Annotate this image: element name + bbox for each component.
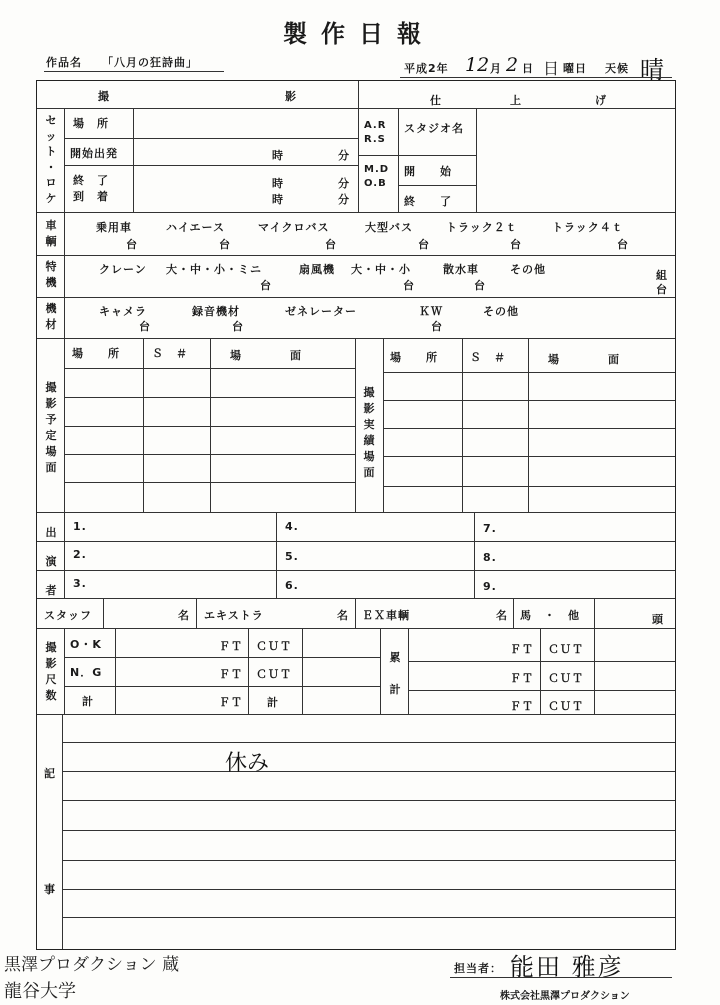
cut-label: ＣＵＴ <box>548 700 584 713</box>
horse-other-label: 馬 ・ 他 <box>520 609 580 622</box>
minute-label-1: 分 <box>338 149 350 162</box>
cut-label: ＣＵＴ <box>256 668 292 681</box>
unit-label: 台 <box>260 279 272 292</box>
archive-stamp-line-1: 黒澤プロダクション 蔵 <box>4 955 180 975</box>
minute-label-2: 分 <box>338 177 350 190</box>
staff-label: スタッフ <box>44 609 92 622</box>
unit-label: 台 <box>474 279 486 292</box>
end-label: 終 了 <box>73 174 109 187</box>
ng-label: N．G <box>70 666 103 679</box>
ex-vehicle-label: ＥＸ車輌 <box>362 609 410 622</box>
footage-label: 撮 影 尺 数 <box>45 641 57 702</box>
hour-label-2: 時 <box>272 177 284 190</box>
ob-label: O.B <box>364 178 387 189</box>
person-label: 担当者： <box>454 962 502 975</box>
sound-equipment-label: 録音機材 <box>192 305 240 318</box>
weekday-handwritten: 日 <box>543 59 560 78</box>
cast-row-9: 9. <box>483 580 497 593</box>
equipment-other-label: その他 <box>483 305 519 318</box>
cast-row-2: 2. <box>73 548 87 561</box>
actual-place-header: 場 所 <box>390 351 438 364</box>
open-label: 開 始 <box>404 165 452 178</box>
finish-heading-2: 上 <box>510 94 522 107</box>
unit-label: 台 <box>431 320 443 333</box>
minute-label-3: 分 <box>338 193 350 206</box>
equipment-label: 機 材 <box>45 302 57 331</box>
weekday-suffix: 曜日 <box>563 62 587 75</box>
cast-row-4: 4. <box>285 520 299 533</box>
ft-label: ＦＴ <box>510 643 534 656</box>
ft-label: ＦＴ <box>510 672 534 685</box>
cumulative-label: 累 計 <box>389 651 401 696</box>
studio-label: スタジオ名 <box>404 122 464 135</box>
set-unit-label: 組 <box>656 269 668 282</box>
date-prefix: 平成2年 <box>404 62 449 75</box>
cast-row-6: 6. <box>285 579 299 592</box>
ft-label: ＦＴ <box>219 668 243 681</box>
planned-scenes-label: 撮 影 予 定 場 面 <box>45 381 57 474</box>
hour-label-3: 時 <box>272 193 284 206</box>
crane-size: 大・中・小・ミニ <box>166 263 262 276</box>
person-handwritten: 能田 雅彦 <box>510 953 624 981</box>
day-handwritten: 2 <box>506 54 519 76</box>
place-label: 場 所 <box>73 117 109 130</box>
work-label: 作品名 <box>46 56 82 69</box>
unit-label: 台 <box>510 238 522 251</box>
notes-label-2: 事 <box>44 883 56 896</box>
finish-heading-3: げ <box>595 94 607 107</box>
vehicle-bigbus: 大型バス <box>365 221 413 234</box>
page-title: 製作日報 <box>283 19 435 48</box>
work-title: 「八月の狂詩曲」 <box>102 56 198 69</box>
cast-label: 出 演 者 <box>45 526 57 597</box>
vehicle-car: 乗用車 <box>96 221 132 234</box>
finish-heading-1: 仕 <box>430 94 442 107</box>
ft-label: ＦＴ <box>219 640 243 653</box>
fan-label: 扇風機 <box>299 263 335 276</box>
unit-label: 台 <box>403 279 415 292</box>
md-label: M.D <box>364 164 390 175</box>
water-truck-label: 散水車 <box>443 263 479 276</box>
form-frame <box>36 80 676 950</box>
arrive-label: 到 着 <box>73 190 109 203</box>
cut-label: ＣＵＴ <box>548 672 584 685</box>
actual-scenes-label: 撮 影 実 績 場 面 <box>363 386 375 479</box>
name-unit-label: 名 <box>178 609 190 622</box>
crane-label: クレーン <box>99 263 147 276</box>
unit-label: 台 <box>325 238 337 251</box>
unit-label: 台 <box>617 238 629 251</box>
shoot-heading-1: 撮 <box>98 90 110 103</box>
unit-label: 台 <box>219 238 231 251</box>
weather-label: 天候 <box>605 62 629 75</box>
cut-label: ＣＵＴ <box>548 643 584 656</box>
planned-snum-header: Ｓ ＃ <box>152 347 188 360</box>
vehicle-truck2t: トラック２ｔ <box>446 221 518 234</box>
unit-label: 台 <box>126 238 138 251</box>
actual-scene-header: 場 面 <box>548 353 620 366</box>
unit-label: 台 <box>232 320 244 333</box>
extra-label: エキストラ <box>204 609 264 622</box>
shoot-heading-2: 影 <box>285 90 297 103</box>
name-unit-label: 名 <box>337 609 349 622</box>
vehicles-label: 車 輌 <box>45 219 57 248</box>
ar-label: A.R <box>364 120 387 131</box>
special-machines-label: 特 機 <box>45 260 57 289</box>
month-handwritten: 12 <box>465 54 490 76</box>
special-other-label: その他 <box>510 263 546 276</box>
name-unit-label: 名 <box>496 609 508 622</box>
fan-size: 大・中・小 <box>351 263 411 276</box>
weather-handwritten: 晴 <box>640 56 664 84</box>
cast-row-5: 5. <box>285 550 299 563</box>
ok-label: O・K <box>70 638 102 651</box>
total-label: 計 <box>82 695 94 708</box>
month-suffix: 月 <box>490 62 502 75</box>
cast-row-8: 8. <box>483 551 497 564</box>
planned-place-header: 場 所 <box>72 347 120 360</box>
head-unit-label: 頭 <box>652 613 664 626</box>
notes-handwritten: 休み <box>225 751 270 776</box>
set-location-label: セ ッ ト ・ ロ ケ <box>45 114 57 205</box>
cast-row-7: 7. <box>483 522 497 535</box>
close-label: 終 了 <box>404 195 452 208</box>
unit-label: 台 <box>656 283 668 296</box>
cast-row-1: 1. <box>73 520 87 533</box>
vehicle-hiace: ハイエース <box>166 221 226 234</box>
start-depart-label: 開始出発 <box>70 147 118 160</box>
generator-label: ゼネレーター <box>285 305 357 318</box>
planned-scene-header: 場 面 <box>230 349 302 362</box>
vehicle-microbus: マイクロバス <box>258 221 330 234</box>
total-cut-label: 計 <box>267 696 279 709</box>
ft-label: ＦＴ <box>510 700 534 713</box>
camera-label: キャメラ <box>99 305 147 318</box>
cut-label: ＣＵＴ <box>256 640 292 653</box>
hour-label-1: 時 <box>272 149 284 162</box>
actual-snum-header: Ｓ ＃ <box>470 351 506 364</box>
cast-row-3: 3. <box>73 577 87 590</box>
day-suffix: 日 <box>522 62 534 75</box>
notes-label-1: 記 <box>44 767 56 780</box>
unit-label: 台 <box>139 320 151 333</box>
rs-label: R.S <box>364 134 386 145</box>
kw-label: ＫＷ <box>419 305 443 318</box>
ft-label: ＦＴ <box>219 696 243 709</box>
company-name: 株式会社黒澤プロダクション <box>500 991 630 1002</box>
vehicle-truck4t: トラック４ｔ <box>552 221 624 234</box>
archive-stamp-line-2: 龍谷大学 <box>4 981 76 1002</box>
unit-label: 台 <box>418 238 430 251</box>
